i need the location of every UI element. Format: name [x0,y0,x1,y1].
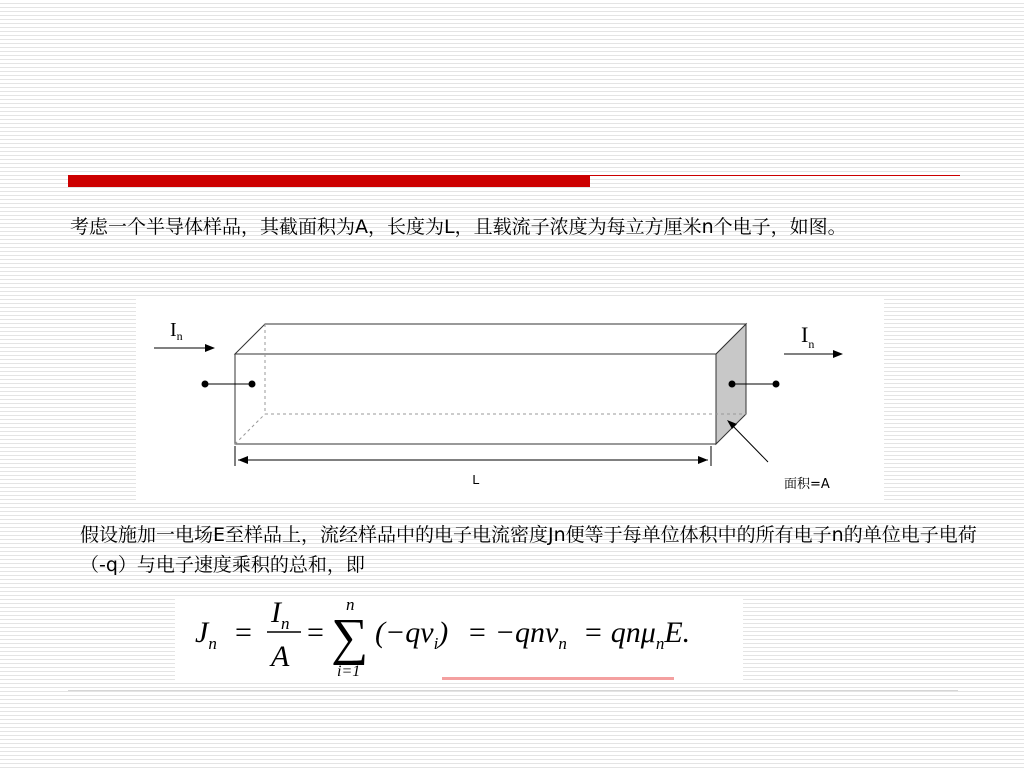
formula-eq3-subscript: n [558,634,567,653]
length-arrowhead-right [698,456,708,464]
svg-text:Jn [195,616,217,653]
svg-text:In [270,596,290,633]
formula-lhs-subscript: n [208,634,217,653]
formula-lhs: J [195,616,209,649]
formula-sum-lower: i=1 [337,663,361,680]
formula-sum-upper: n [346,596,355,614]
formula-term: (−qv [375,616,434,649]
footer-divider [68,690,958,691]
title-accent-bar [68,175,590,187]
svg-text:= qnμnE. [583,616,690,653]
current-density-formula [175,596,743,680]
left-contact-dot [202,381,209,388]
svg-text:In [170,319,183,343]
prism-front-face [235,354,716,444]
paragraph-intro: 考虑一个半导体样品，其截面积为A，长度为L，且载流子浓度为每立方厘米n个电子，如图。 [70,216,847,238]
svg-text:In [801,322,814,351]
current-out-label: I [801,322,809,347]
formula-equals-4: = qnμ [583,616,656,649]
paragraph-explanation: 假设施加一电场E至样品上，流经样品中的电子电流密度Jn便等于每单位体积中的所有电子n的单位电子电荷（-q）与电子速度乘积的总和，即 [80,524,977,576]
right-contact-dot [729,381,736,388]
formula-term-subscript: i [433,634,439,653]
prism-top-face [235,324,746,354]
current-in-label: I [170,319,177,341]
current-out-subscript: n [808,337,815,351]
formula-frac-numerator: I [271,596,281,629]
current-in-subscript: n [176,329,183,343]
left-contact-dot [249,381,256,388]
length-arrowhead-left [238,456,248,464]
formula-frac-numerator-subscript: n [281,614,290,633]
title-accent-line [590,175,960,176]
area-label: 面积=A [784,477,830,492]
length-label: L [472,472,480,487]
semiconductor-sample-figure [136,296,884,502]
formula-eq4-subscript: n [655,634,665,653]
formula-equals-1: = [235,616,252,649]
formula-frac-denominator: A [271,640,290,673]
formula-eq4-tail: E. [664,616,691,649]
formula-term-close: ) [438,616,449,649]
svg-text:= −qnvn [467,616,567,653]
formula-equals-3: = −qnv [467,616,559,649]
right-contact-dot [773,381,780,388]
formula-sum-symbol: ∑ [331,609,369,666]
formula-highlight-underline [442,677,674,680]
area-pointer-line [730,423,768,462]
svg-text:(−qvi) [375,616,448,653]
formula-equals-2: = [307,616,324,649]
